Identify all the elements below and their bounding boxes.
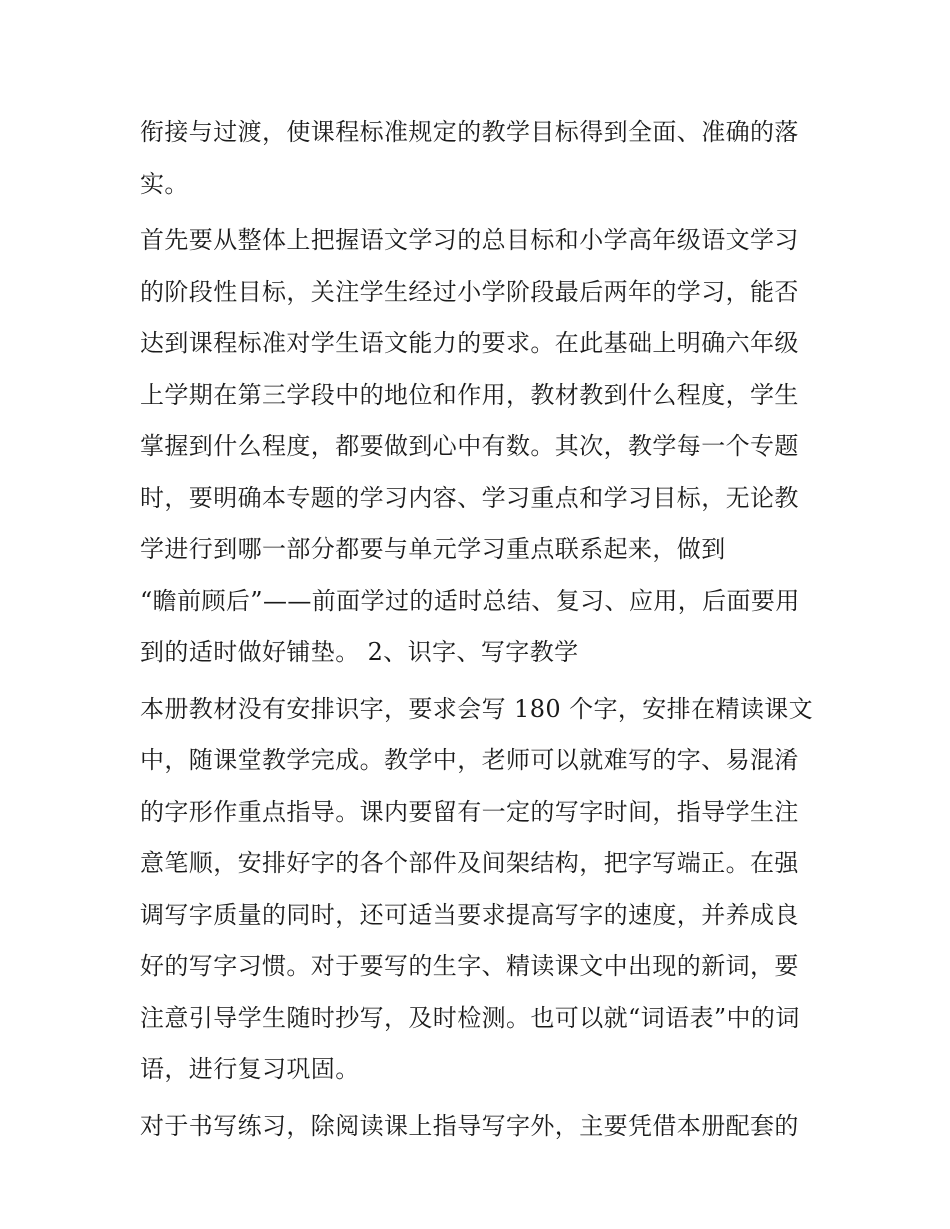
paragraph-3 — [140, 684, 820, 1096]
text-line: 调写字质量的同时，还可适当要求提高写字的速度，并养成良 — [140, 900, 799, 929]
text-line: 首先要从整体上把握语文学习的总目标和小学高年级语文学习 — [140, 226, 799, 254]
text-line: 实。 — [140, 169, 189, 198]
text-line: 中，随课堂教学完成。教学中，老师可以就难写的字、易混淆 — [140, 746, 799, 774]
text-line: 好的写字习惯。对于要写的生字、精读课文中出现的新词，要 — [140, 952, 799, 980]
paragraph-1 — [140, 107, 820, 210]
paragraph-2 — [140, 215, 820, 679]
paragraph-4 — [140, 1101, 820, 1153]
text-line: 对于书写练习，除阅读课上指导写字外，主要凭借本册配套的 — [140, 1111, 799, 1140]
text-line: 意笔顺，安排好字的各个部件及间架结构，把字写端正。在强 — [140, 849, 799, 877]
text-line: 的阶段性目标，关注学生经过小学阶段最后两年的学习，能否 — [140, 277, 799, 306]
text-line: 学进行到哪一部分都要与单元学习重点联系起来，做到 — [140, 535, 726, 563]
text-line: “瞻前顾后”——前面学过的适时总结、复习、应用，后面要用 — [140, 586, 800, 615]
text-line: 到的适时做好铺垫。 2、识字、写字教学 — [140, 638, 579, 666]
text-line: 达到课程标准对学生语文能力的要求。在此基础上明确六年级 — [140, 329, 799, 357]
text-line: 掌握到什么程度，都要做到心中有数。其次，教学每一个专题 — [140, 432, 799, 460]
text-line: 的字形作重点指导。课内要留有一定的写字时间，指导学生注 — [140, 797, 799, 826]
text-line: 本册教材没有安排识字，要求会写 180 个字，安排在精读课文 — [140, 694, 814, 723]
text-line: 时，要明确本专题的学习内容、学习重点和学习目标，无论教 — [140, 483, 799, 512]
text-line: 语，进行复习巩固。 — [140, 1055, 360, 1083]
text-line: 上学期在第三学段中的地位和作用，教材教到什么程度，学生 — [140, 380, 799, 409]
document-body — [140, 107, 820, 1152]
text-line: 注意引导学生随时抄写，及时检测。也可以就“词语表”中的词 — [140, 1003, 800, 1032]
text-line: 衔接与过渡，使课程标准规定的教学目标得到全面、准确的落 — [140, 118, 799, 146]
